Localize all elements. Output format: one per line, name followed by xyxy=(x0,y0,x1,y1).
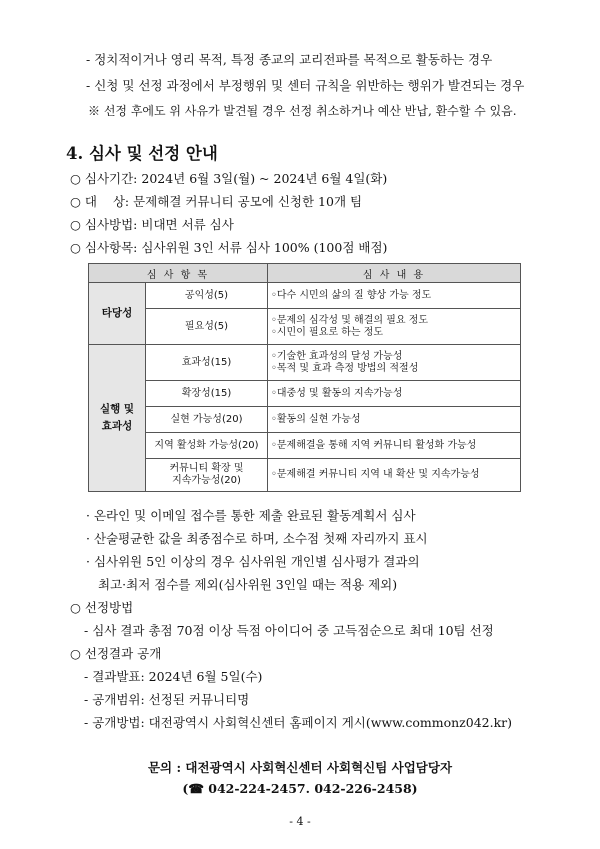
note-exclude-extremes: · 심사위원 5인 이상의 경우 심사위원 개인별 심사평가 결과의 xyxy=(86,554,420,569)
desc-line: ◦목적 및 효과 측정 방법의 적절성 xyxy=(271,362,419,374)
review-target: ○ 대 상: 문제해결 커뮤니티 공모에 신청한 10개 팀 xyxy=(70,194,363,209)
category-feasibility xyxy=(89,345,146,492)
table-row xyxy=(89,433,521,459)
section-title: 4. 심사 및 선정 안내 xyxy=(66,144,218,163)
note-average-score: · 산술평균한 값을 최종점수로 하며, 소수점 첫째 자리까지 표시 xyxy=(86,531,428,546)
table-row xyxy=(89,283,521,309)
page-number: - 4 - xyxy=(289,815,311,828)
selection-method-title: ○ 선정방법 xyxy=(70,600,134,615)
review-criteria: ○ 심사항목: 심사위원 3인 서류 심사 100% (100점 배점) xyxy=(70,240,388,255)
header-items: 심 사 항 목 xyxy=(89,264,268,283)
category-feasibility-label-1: 실행 및 xyxy=(99,403,135,415)
review-period: ○ 심사기간: 2024년 6월 3일(월) ~ 2024년 6월 4일(화) xyxy=(70,171,388,186)
item-cell: 실현 가능성(20) xyxy=(146,407,268,433)
item-cell: 지역 활성화 가능성(20) xyxy=(146,433,268,459)
review-method: ○ 심사방법: 비대면 서류 심사 xyxy=(70,217,234,232)
header-content: 심 사 내 용 xyxy=(268,264,521,283)
item-cell: 공익성(5) xyxy=(146,283,268,309)
table-header-row xyxy=(89,264,521,283)
desc-line: ◦시민이 필요로 하는 정도 xyxy=(271,326,384,338)
evaluation-table xyxy=(88,263,521,492)
results-title: ○ 선정결과 공개 xyxy=(70,646,162,661)
table-row xyxy=(89,345,521,381)
item-cell: 효과성(15) xyxy=(146,345,268,381)
item-line: 커뮤니티 확장 및 xyxy=(169,463,244,474)
category-validity-label: 타당성 xyxy=(101,307,133,319)
note-exclude-extremes-cont: 최고·최저 점수를 제외(심사위원 3인일 때는 적용 제외) xyxy=(98,577,398,592)
desc-cell xyxy=(268,459,521,492)
contact-phone: (☎ 042-224-2457. 042-226-2458) xyxy=(182,781,418,796)
item-line: 지속가능성(20) xyxy=(172,475,241,486)
desc-line: ◦문제의 심각성 및 해결의 필요 정도 xyxy=(271,314,429,326)
desc-cell xyxy=(268,345,521,381)
results-method: - 공개방법: 대전광역시 사회혁신센터 홈페이지 게시(www.commonz042.kr) xyxy=(84,715,512,730)
table-row xyxy=(89,381,521,407)
desc-line: ◦기술한 효과성의 달성 가능성 xyxy=(271,350,403,362)
desc-line: ◦대중성 및 활동의 지속가능성 xyxy=(271,387,403,399)
cancellation-note: ※ 선정 후에도 위 사유가 발견될 경우 선정 취소하거나 예산 반납, 환수할 수 있음. xyxy=(88,104,517,118)
desc-cell xyxy=(268,283,521,309)
results-announce: - 결과발표: 2024년 6월 5일(수) xyxy=(84,669,263,684)
desc-line: ◦활동의 실현 가능성 xyxy=(271,413,361,425)
item-cell xyxy=(146,459,268,492)
desc-cell xyxy=(268,381,521,407)
item-cell: 필요성(5) xyxy=(146,309,268,345)
desc-cell xyxy=(268,309,521,345)
category-feasibility-label-2: 효과성 xyxy=(101,420,133,432)
exclusion-political-commercial: - 정치적이거나 영리 목적, 특정 종교의 교리전파를 목적으로 활동하는 경우 xyxy=(86,52,493,67)
table-row xyxy=(89,407,521,433)
item-cell: 확장성(15) xyxy=(146,381,268,407)
results-scope: - 공개범위: 선정된 커뮤니티명 xyxy=(84,692,250,707)
selection-method-desc: - 심사 결과 총점 70점 이상 득점 아이디어 중 고득점순으로 최대 10팀 선정 xyxy=(84,623,494,638)
note-online-submission: · 온라인 및 이메일 접수를 통한 제출 완료된 활동계획서 심사 xyxy=(86,508,416,523)
desc-cell xyxy=(268,433,521,459)
desc-cell xyxy=(268,407,521,433)
desc-line: ◦문제해결을 통해 지역 커뮤니티 활성화 가능성 xyxy=(271,439,477,451)
contact-info: 문의 : 대전광역시 사회혁신센터 사회혁신팀 사업담당자 xyxy=(147,760,453,775)
table-row xyxy=(89,309,521,345)
table-row xyxy=(89,459,521,492)
category-validity xyxy=(89,283,146,345)
desc-line: ◦문제해결 커뮤니티 지역 내 확산 및 지속가능성 xyxy=(271,469,480,480)
exclusion-misconduct: - 신청 및 선정 과정에서 부정행위 및 센터 규칙을 위반하는 행위가 발견되는 경우 xyxy=(86,78,525,93)
desc-line: ◦다수 시민의 삶의 질 향상 가능 정도 xyxy=(271,289,432,301)
